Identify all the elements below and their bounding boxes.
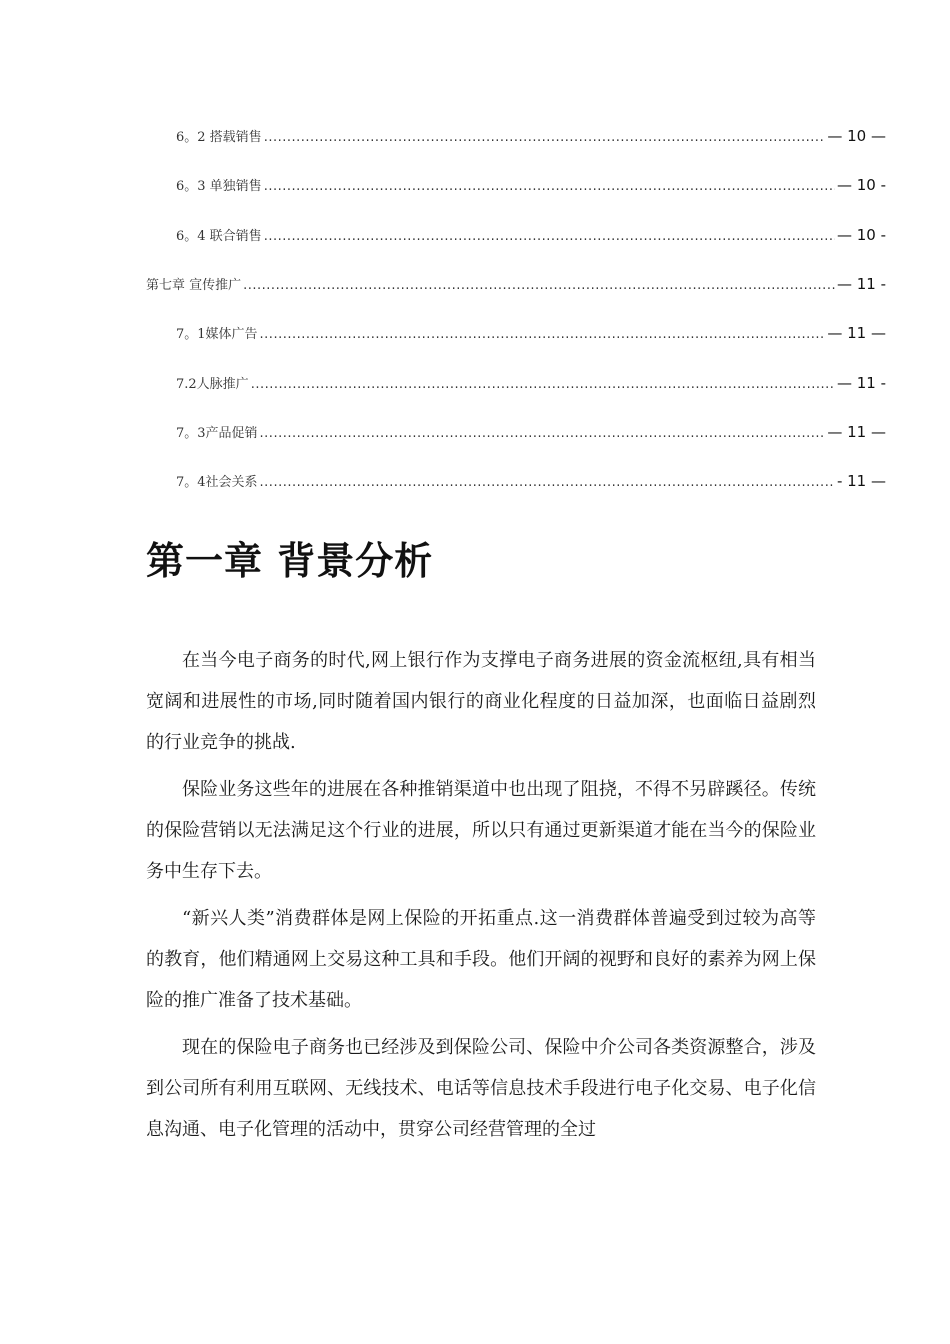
- chapter-body: [146, 640, 816, 1156]
- toc-entry-label: 6。2 搭载销售: [176, 130, 262, 145]
- toc-entry-page: — 11 -: [836, 374, 886, 392]
- toc-entry-page: — 10 -: [836, 176, 886, 194]
- body-paragraph: “新兴人类”消费群体是网上保险的开拓重点.这一消费群体普遍受到过较为高等的教育，他们精通网上交易这种工具和手段。他们开阔的视野和良好的素养为网上保险的推广准备了技术基础。: [146, 908, 816, 1011]
- toc-leader-dots: [243, 275, 835, 297]
- toc-entry-label: 7。3产品促销: [176, 426, 258, 441]
- toc-entry-page: — 10 —: [827, 127, 886, 145]
- toc-entry-7-4[interactable]: [176, 470, 886, 492]
- toc-entry-page: - 11 —: [836, 472, 886, 490]
- toc-entry-page: — 10 -: [836, 226, 886, 244]
- toc-entry-6-4[interactable]: [176, 224, 886, 246]
- toc-entry-6-3[interactable]: [176, 174, 886, 196]
- toc-entry-page: — 11 -: [836, 275, 886, 293]
- toc-leader-dots: [264, 226, 835, 248]
- toc-entry-label: 第七章 宣传推广: [146, 278, 242, 293]
- toc-leader-dots: [264, 176, 835, 198]
- body-paragraph: 在当今电子商务的时代,网上银行作为支撑电子商务进展的资金流枢纽,具有相当宽阔和进展性的市场,同时随着国内银行的商业化程度的日益加深，也面临日益剧烈的行业竞争的挑战.: [146, 650, 816, 753]
- toc-leader-dots: [260, 324, 826, 346]
- chapter-heading: 第一章 背景分析: [146, 538, 434, 583]
- toc-entry-label: 7。4社会关系: [176, 475, 258, 490]
- toc-leader-dots: [251, 374, 835, 396]
- toc-entry-page: — 11 —: [827, 324, 886, 342]
- body-paragraph: 保险业务这些年的进展在各种推销渠道中也出现了阻挠，不得不另辟蹊径。传统的保险营销以无法满足这个行业的进展，所以只有通过更新渠道才能在当今的保险业务中生存下去。: [146, 779, 816, 882]
- toc-entry-7-2[interactable]: [176, 372, 886, 394]
- toc-leader-dots: [260, 423, 826, 445]
- toc-entry-label: 6。3 单独销售: [176, 179, 262, 194]
- toc-entry-label: 6。4 联合销售: [176, 229, 262, 244]
- toc-leader-dots: [264, 127, 826, 149]
- toc-entry-chapter-7[interactable]: [146, 273, 886, 295]
- toc-entry-label: 7。1媒体广告: [176, 327, 258, 342]
- body-paragraph: 现在的保险电子商务也已经涉及到保险公司、保险中介公司各类资源整合，涉及到公司所有利用互联网、无线技术、电话等信息技术手段进行电子化交易、电子化信息沟通、电子化管理的活动中，贯穿公司经营管理的全过: [146, 1037, 816, 1140]
- toc-entry-6-2[interactable]: [176, 125, 886, 147]
- toc-entry-page: — 11 —: [827, 423, 886, 441]
- toc-entry-label: 7.2人脉推广: [176, 377, 249, 392]
- toc-leader-dots: [260, 472, 835, 494]
- toc-entry-7-3[interactable]: [176, 421, 886, 443]
- toc-entry-7-1[interactable]: [176, 322, 886, 344]
